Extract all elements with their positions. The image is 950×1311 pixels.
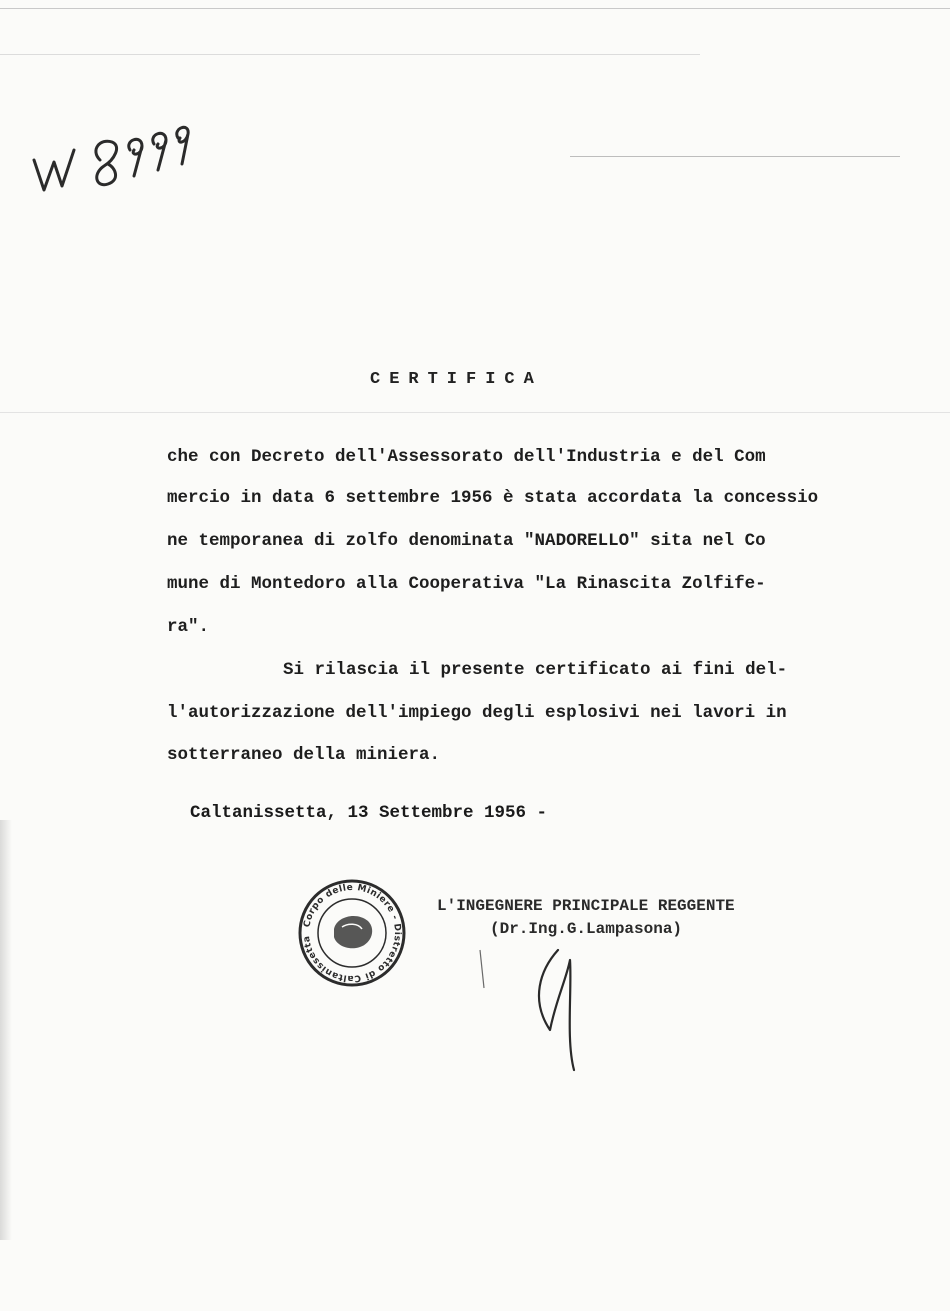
body-line-1: che con Decreto dell'Assessorato dell'Industria e del Com [167, 447, 766, 467]
signer-title: L'INGEGNERE PRINCIPALE REGGENTE [437, 897, 735, 915]
signer-name: (Dr.Ing.G.Lampasona) [490, 920, 683, 938]
scan-line-top [0, 8, 950, 9]
svg-text:Corpo delle Miniere - Distrett: Corpo delle Miniere - Distretto di Caltanissetta [302, 882, 403, 984]
body-line-2: mercio in data 6 settembre 1956 è stata accordata la concessio [167, 488, 819, 508]
paragraph2-line-1: Si rilascia il presente certificato ai fini del- [283, 660, 788, 680]
body-line-5: ra". [167, 617, 210, 637]
paragraph2-line-3: sotterraneo della miniera. [167, 745, 441, 765]
paragraph2-line-2: l'autorizzazione dell'impiego degli esplosivi nei lavori in [167, 703, 787, 723]
handwritten-signature [470, 930, 620, 1080]
document-heading: CERTIFICA [370, 370, 543, 389]
body-line-3: ne temporanea di zolfo denominata "NADORELLO" sita nel Co [167, 531, 766, 551]
place-and-date: Caltanissetta, 13 Settembre 1956 - [190, 803, 548, 823]
scan-line-mid [570, 156, 900, 157]
official-stamp [296, 877, 408, 989]
left-edge-shadow [0, 820, 12, 1240]
scan-line-upper [0, 54, 700, 55]
body-line-4: mune di Montedoro alla Cooperativa "La Rinascita Zolfife- [167, 574, 766, 594]
handwritten-number [30, 120, 190, 200]
scan-line-heading [0, 412, 950, 413]
